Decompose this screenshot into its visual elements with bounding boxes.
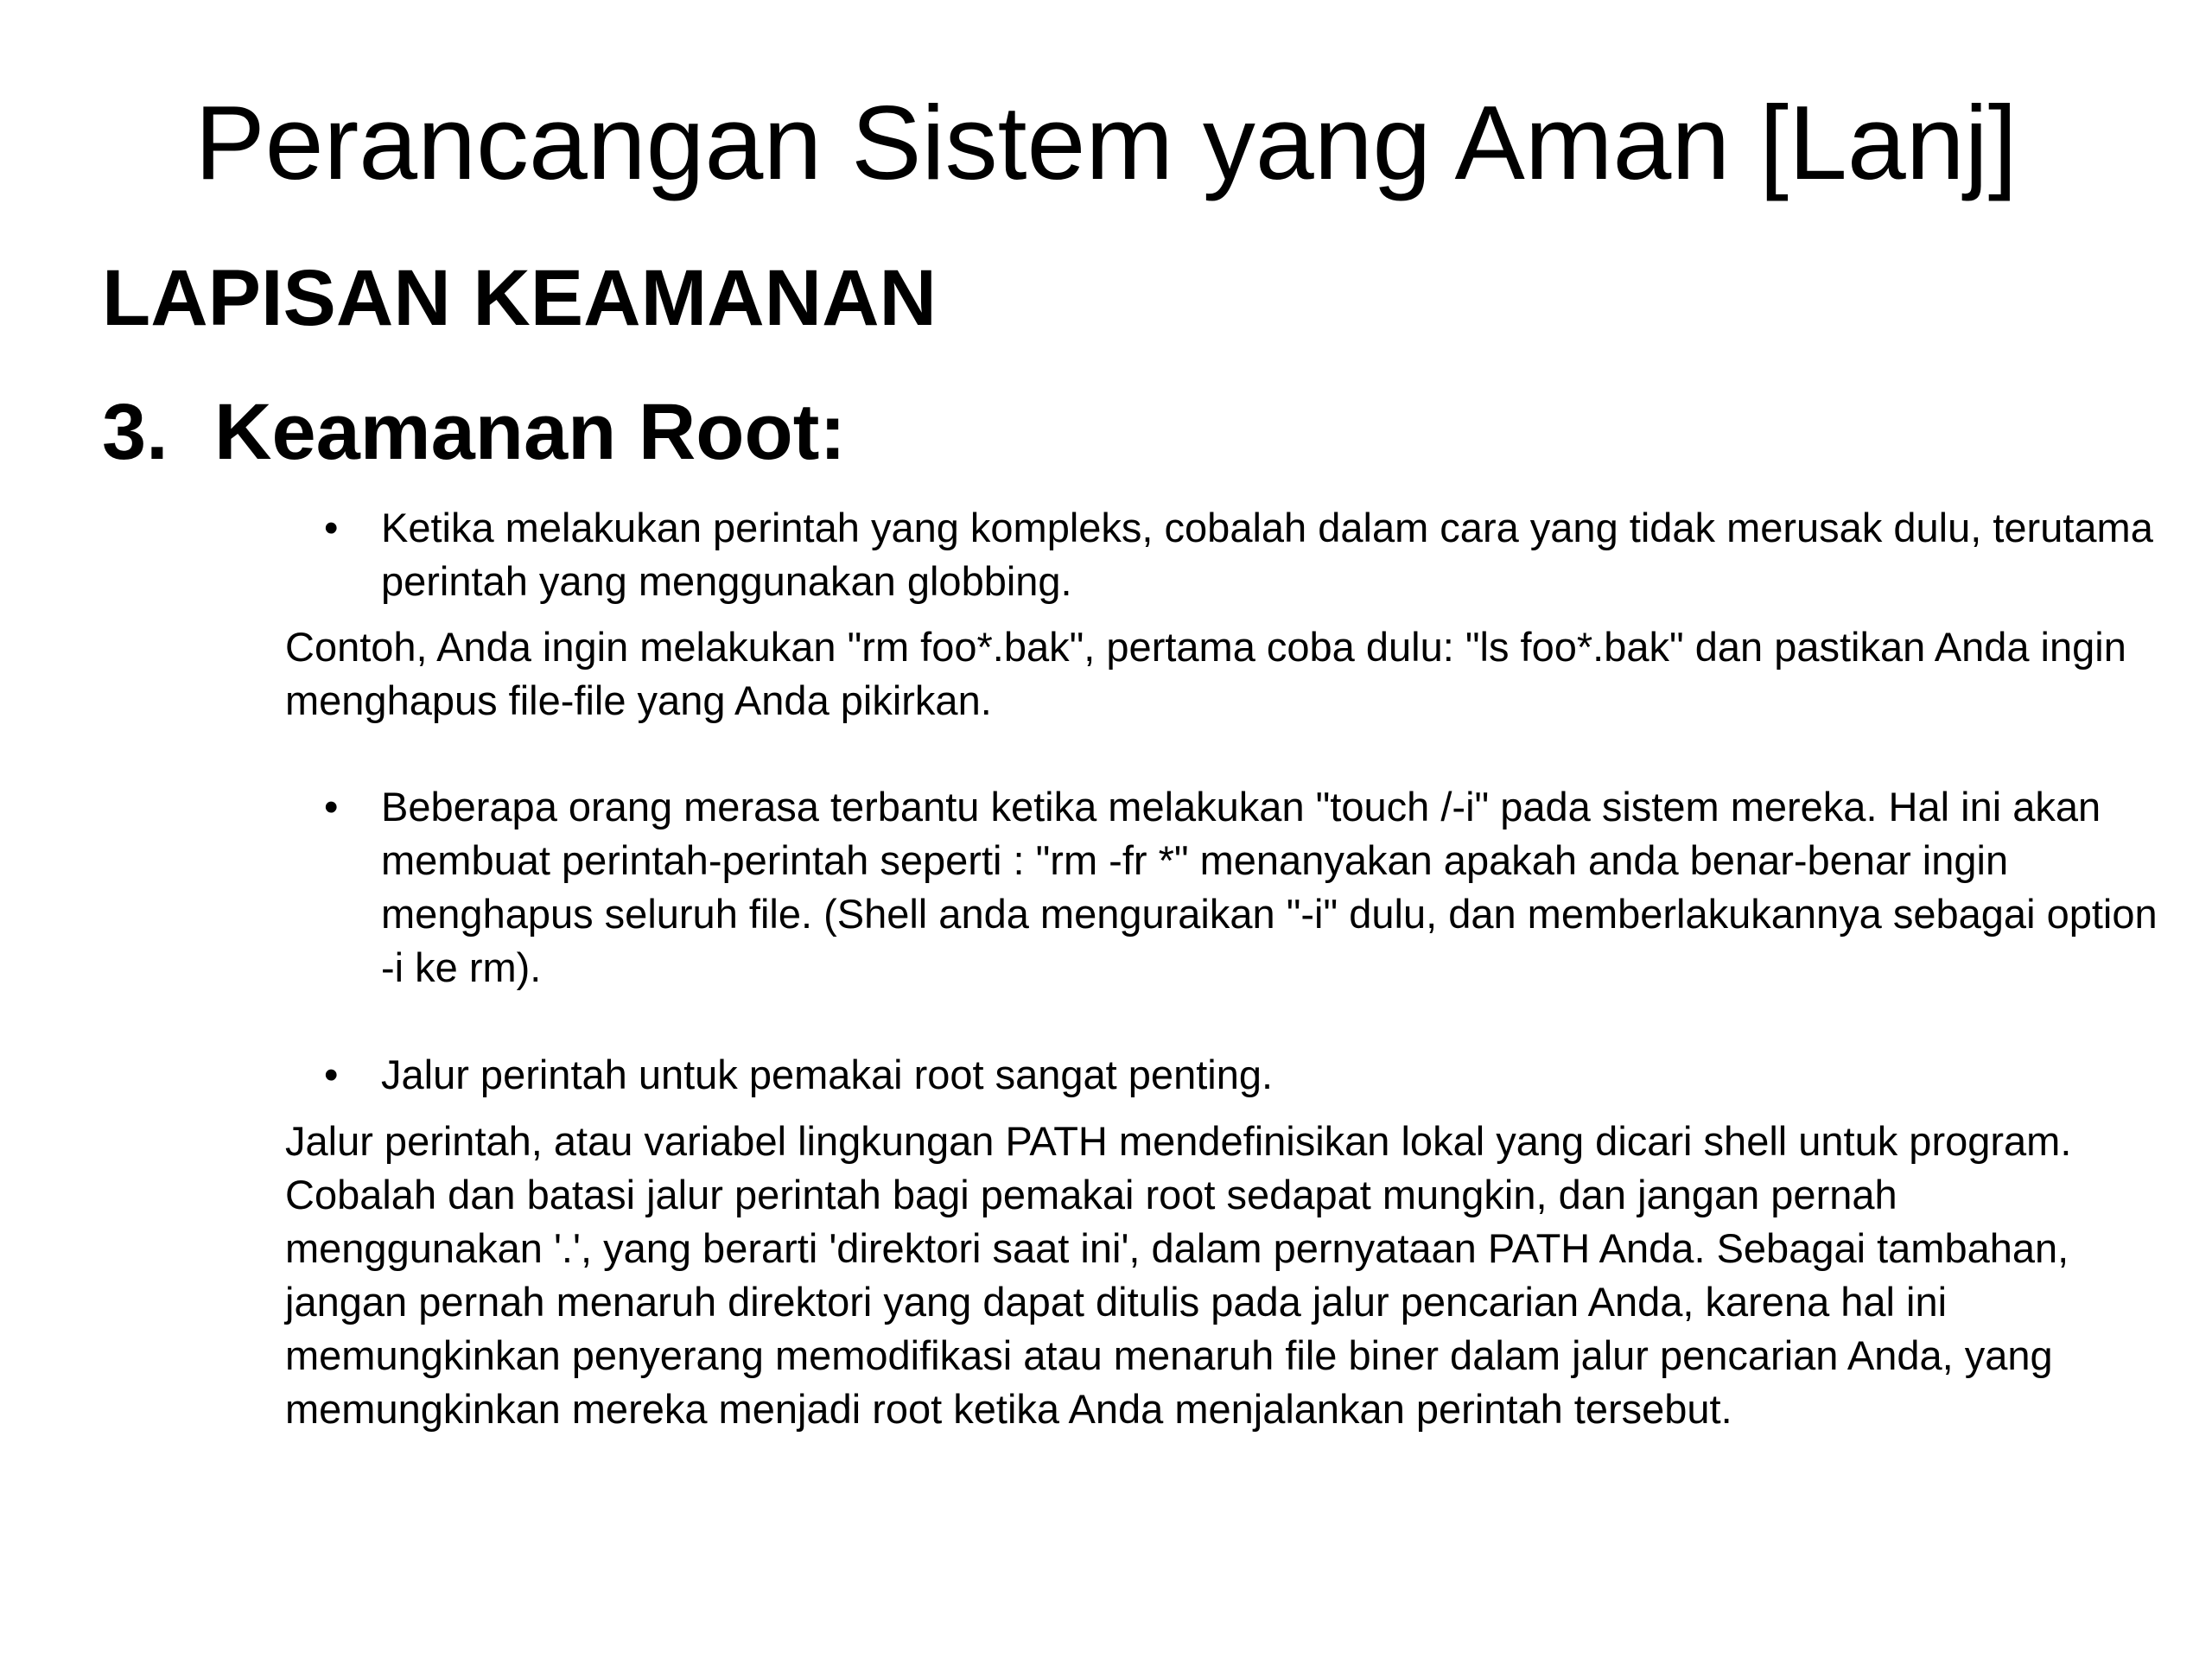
bullet-text-1: Ketika melakukan perintah yang kompleks, cobalah dalam cara yang tidak merusak dulu, terutama perintah yang menggunakan globbing. [381,505,2153,604]
path-paragraph: Jalur perintah, atau variabel lingkungan PATH mendefinisikan lokal yang dicari shell untuk program. Cobalah dan batasi jalur perintah bagi pemakai root sedapat mungkin, dan jangan pernah menggunakan '.', yang berarti 'direktori saat ini', dalam pernyataan PATH Anda. Sebagai tambahan, jangan pernah menaruh direktori yang dapat ditulis pada jalur pencarian Anda, karena hal ini memungkinkan penyerang memodifikasi atau menaruh file biner dalam jalur pencarian Anda, yang memungkinkan mereka menjadi root ketika Anda menjalankan perintah tersebut. [285,1118,2072,1432]
bullet-dot-icon: • [324,784,339,830]
subsection-heading [102,385,846,480]
bullet-item-3 [324,1048,2178,1102]
bullet-text-3: Jalur perintah untuk pemakai root sangat penting. [381,1052,1274,1097]
bullet-dot-icon: • [324,505,339,550]
subsection-number: 3. [102,388,168,476]
bullet-text-2: Beberapa orang merasa terbantu ketika melakukan "touch /-i" pada sistem mereka. Hal ini akan membuat perintah-perintah seperti : "rm -fr *" menanyakan apakah anda benar-benar ingin menghapus seluruh file. (Shell anda menguraikan "-i" dulu, dan memberlakukannya sebagai option -i ke rm). [381,784,2158,990]
slide-title: Perancangan Sistem yang Aman [Lanj] [194,84,2018,201]
bullet-dot-icon: • [324,1052,339,1097]
bullet-item-1 [324,501,2178,608]
section-heading: LAPISAN KEAMANAN [102,254,937,342]
bullet-item-2 [324,780,2178,995]
example-paragraph: Contoh, Anda ingin melakukan "rm foo*.bak", pertama coba dulu: "ls foo*.bak" dan pastikan Anda ingin menghapus file-file yang Anda pikirkan. [285,624,2126,723]
subsection-title: Keamanan Root: [214,388,846,476]
